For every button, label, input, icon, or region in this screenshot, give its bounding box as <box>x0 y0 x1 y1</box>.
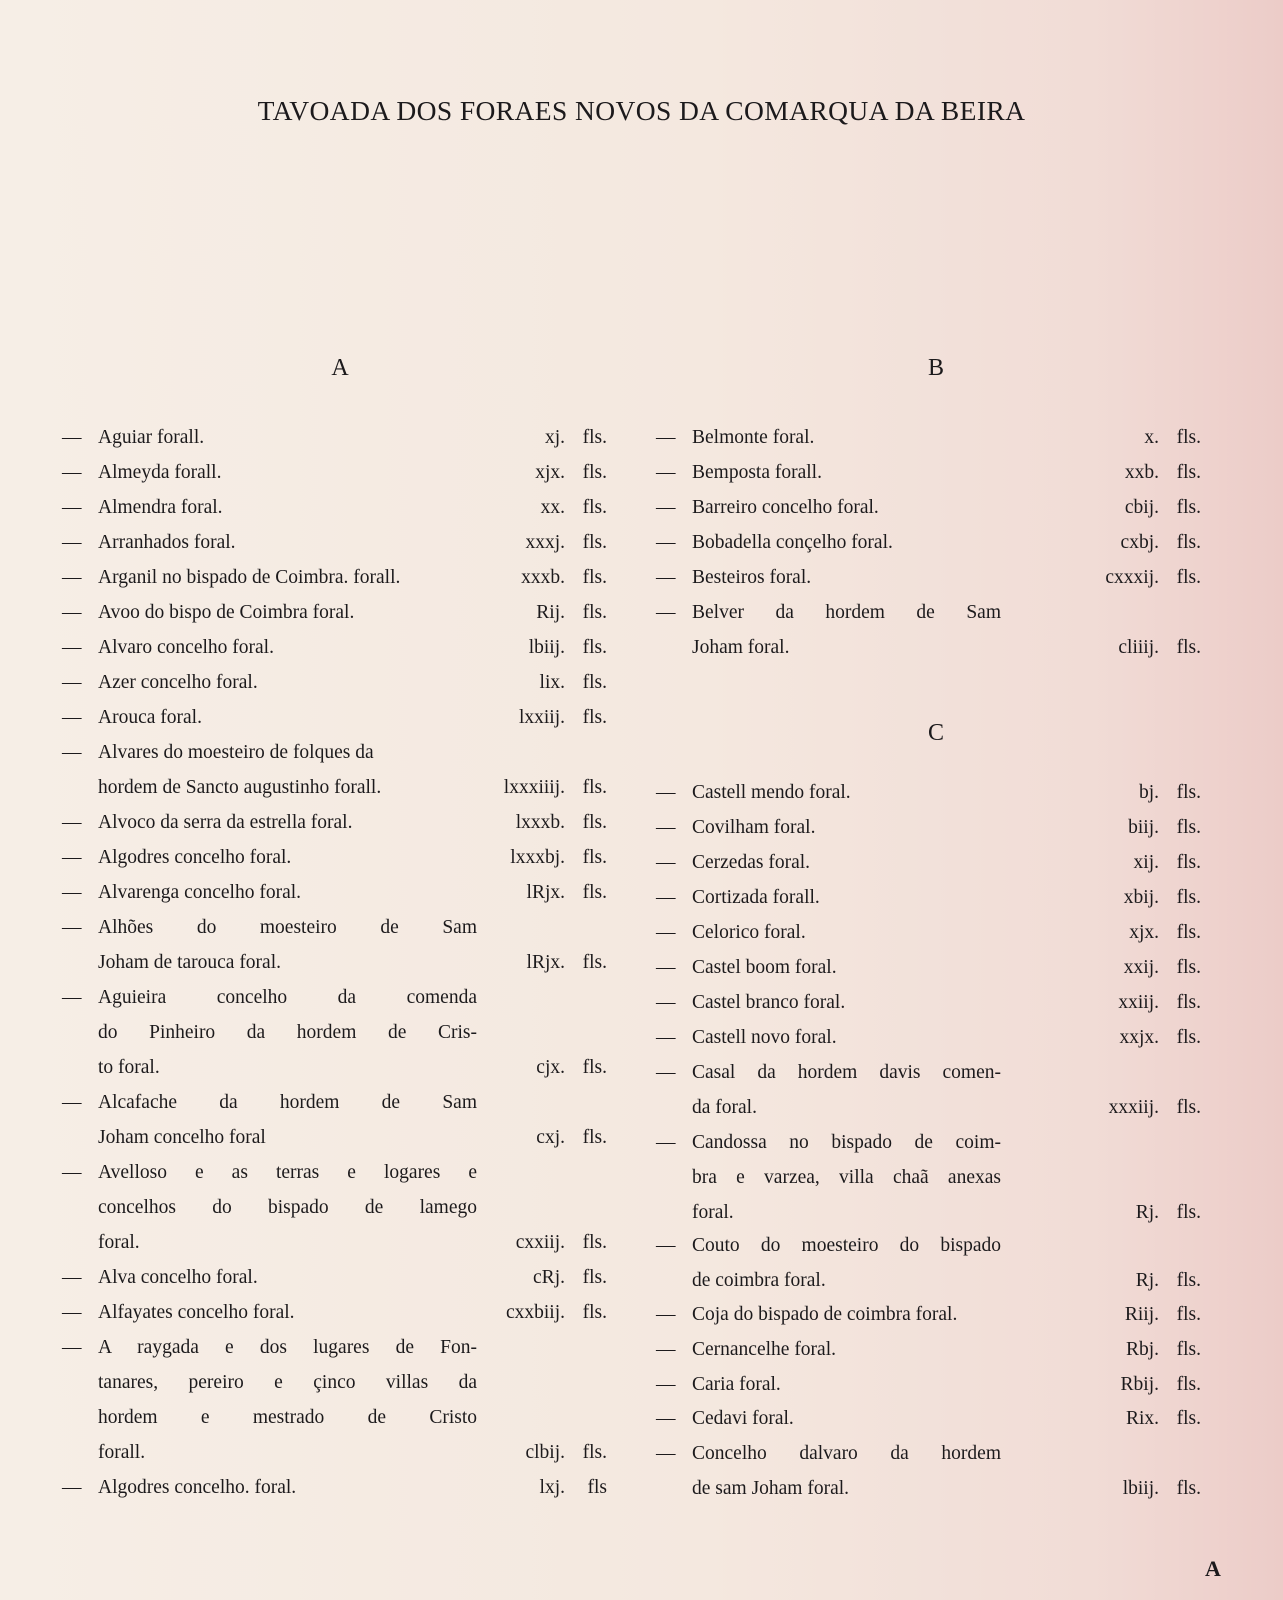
entry-dash: — <box>62 987 82 1008</box>
entry-dash: — <box>656 782 676 803</box>
entry-text: Alva concelho foral. <box>98 1267 258 1288</box>
entry-dash: — <box>62 427 82 448</box>
entry-folio-ref: xbij. <box>1123 887 1159 908</box>
entry-dash: — <box>656 1235 676 1256</box>
entry-folio-ref: lbiij. <box>528 637 565 658</box>
entry-folio-ref: xxxb. <box>521 567 565 588</box>
index-entry <box>62 1020 607 1046</box>
entry-text: Casal da hordem davis comen- <box>692 1062 1001 1083</box>
entry-fls-label: fls. <box>1176 852 1201 873</box>
entry-text: Alvoco da serra da estrella foral. <box>98 812 353 833</box>
index-entry <box>62 1265 607 1291</box>
entry-text: Couto do moesteiro do bispado <box>692 1235 1001 1256</box>
entry-fls-label: fls. <box>1176 1027 1201 1048</box>
entry-text: Arranhados foral. <box>98 532 236 553</box>
index-entry <box>656 1372 1201 1398</box>
entry-text: Almendra foral. <box>98 497 223 518</box>
entry-fls-label: fls. <box>1176 532 1201 553</box>
index-entry <box>62 705 607 731</box>
entry-folio-ref: cxxbiij. <box>505 1302 565 1323</box>
entry-dash: — <box>62 532 82 553</box>
index-entry <box>62 915 607 941</box>
entry-fls-label: fls. <box>582 882 607 903</box>
entry-folio-ref: cxxxij. <box>1105 567 1159 588</box>
entry-folio-ref: xxiij. <box>1118 992 1159 1013</box>
index-entry <box>656 1441 1201 1467</box>
index-entry <box>656 1406 1201 1432</box>
entry-fls-label: fls. <box>1176 887 1201 908</box>
entry-text: Alhões do moesteiro de Sam <box>98 917 477 938</box>
entry-text: hordem de Sancto augustinho forall. <box>98 777 382 798</box>
entry-dash: — <box>656 992 676 1013</box>
entry-dash: — <box>656 602 676 623</box>
index-entry <box>62 530 607 556</box>
entry-dash: — <box>62 462 82 483</box>
entry-fls-label: fls. <box>582 1057 607 1078</box>
index-entry <box>656 1200 1201 1226</box>
entry-text: Azer concelho foral. <box>98 672 258 693</box>
section-heading-b: B <box>927 355 944 381</box>
entry-text: Besteiros foral. <box>692 567 812 588</box>
entry-text: Almeyda forall. <box>98 462 222 483</box>
entry-fls-label: fls. <box>582 637 607 658</box>
entry-fls-label: fls. <box>1176 1270 1201 1291</box>
entry-folio-ref: xxxiij. <box>1108 1097 1159 1118</box>
entry-fls-label: fls. <box>1176 782 1201 803</box>
entry-fls-label: fls. <box>582 812 607 833</box>
entry-folio-ref: cbij. <box>1124 497 1159 518</box>
entry-folio-ref: xij. <box>1133 852 1159 873</box>
index-entry <box>656 635 1201 661</box>
entry-text: da foral. <box>692 1097 757 1118</box>
entry-dash: — <box>656 852 676 873</box>
entry-dash: — <box>656 1132 676 1153</box>
entry-fls-label: fls. <box>1176 1408 1201 1429</box>
index-entry <box>656 530 1201 556</box>
entry-fls-label: fls. <box>582 707 607 728</box>
index-entry <box>62 1125 607 1151</box>
entry-folio-ref: xxxj. <box>525 532 565 553</box>
entry-text: Joham concelho foral <box>98 1127 266 1148</box>
entry-fls-label: fls. <box>582 1232 607 1253</box>
entry-fls-label: fls. <box>1176 497 1201 518</box>
entry-folio-ref: Rij. <box>536 602 565 623</box>
entry-folio-ref: Rbij. <box>1120 1374 1159 1395</box>
entry-folio-ref: lix. <box>539 672 565 693</box>
entry-fls-label: fls. <box>1176 427 1201 448</box>
folio-mark: A <box>1205 1556 1221 1581</box>
index-entry <box>62 1055 607 1081</box>
entry-dash: — <box>62 1267 82 1288</box>
entry-dash: — <box>62 637 82 658</box>
section-heading-a: A <box>331 355 349 381</box>
entry-fls-label: fls. <box>582 1442 607 1463</box>
entry-dash: — <box>62 707 82 728</box>
index-entry <box>62 1195 607 1221</box>
index-entry <box>656 1165 1201 1191</box>
entry-folio-ref: lRjx. <box>526 882 565 903</box>
entry-fls-label: fls. <box>1176 1339 1201 1360</box>
entry-text: de coimbra foral. <box>692 1270 826 1291</box>
entry-dash: — <box>656 887 676 908</box>
entry-text: Algodres concelho foral. <box>98 847 292 868</box>
entry-dash: — <box>62 672 82 693</box>
entry-text: Candossa no bispado de coim- <box>692 1132 1001 1153</box>
entry-text: do Pinheiro da hordem de Cris- <box>98 1022 477 1043</box>
entry-text: Bemposta forall. <box>692 462 822 483</box>
index-entry <box>62 775 607 801</box>
entry-text: concelhos do bispado de lamego <box>98 1197 477 1218</box>
entry-text: Alvares do moesteiro de folques da <box>98 742 374 763</box>
entry-folio-ref: xxb. <box>1124 462 1159 483</box>
entry-folio-ref: Rj. <box>1135 1202 1159 1223</box>
entry-folio-ref: cxxiij. <box>515 1232 565 1253</box>
entry-dash: — <box>656 1443 676 1464</box>
entry-dash: — <box>656 567 676 588</box>
entry-folio-ref: xxij. <box>1123 957 1159 978</box>
entry-text: Belver da hordem de Sam <box>692 602 1001 623</box>
entry-fls-label: fls. <box>582 777 607 798</box>
index-entry <box>656 1337 1201 1363</box>
entry-folio-ref: xj. <box>544 427 565 448</box>
index-entry <box>62 495 607 521</box>
index-entry <box>62 1405 607 1431</box>
index-entry <box>62 460 607 486</box>
entry-fls-label: fls. <box>1176 462 1201 483</box>
index-entry <box>62 600 607 626</box>
entry-dash: — <box>62 882 82 903</box>
entry-text: Alvaro concelho foral. <box>98 637 274 658</box>
entry-dash: — <box>656 462 676 483</box>
entry-fls-label: fls. <box>582 427 607 448</box>
entry-dash: — <box>656 922 676 943</box>
entry-folio-ref: lxxxiiij. <box>503 777 565 798</box>
entry-dash: — <box>62 497 82 518</box>
entry-folio-ref: cjx. <box>536 1057 565 1078</box>
entry-dash: — <box>656 817 676 838</box>
entry-fls-label: fls. <box>582 497 607 518</box>
entry-fls-label: fls. <box>1176 922 1201 943</box>
entry-folio-ref: Rj. <box>1135 1270 1159 1291</box>
entry-dash: — <box>656 1027 676 1048</box>
index-entry <box>656 1233 1201 1259</box>
entry-text: Castel boom foral. <box>692 957 837 978</box>
entry-text: A raygada e dos lugares de Fon- <box>98 1337 477 1358</box>
index-entry <box>656 990 1201 1016</box>
entry-dash: — <box>656 957 676 978</box>
entry-dash: — <box>62 602 82 623</box>
entry-text: Castel branco foral. <box>692 992 846 1013</box>
entry-folio-ref: bj. <box>1138 782 1159 803</box>
index-entry <box>62 1300 607 1326</box>
entry-fls-label: fls. <box>582 532 607 553</box>
entry-dash: — <box>62 1337 82 1358</box>
entry-fls-label: fls. <box>1176 637 1201 658</box>
entry-dash: — <box>656 427 676 448</box>
entry-text: Covilham foral. <box>692 817 816 838</box>
entry-text: tanares, pereiro e çinco villas da <box>98 1372 477 1393</box>
index-entry <box>656 565 1201 591</box>
entry-text: Concelho dalvaro da hordem <box>692 1443 1001 1464</box>
entry-dash: — <box>656 1062 676 1083</box>
entry-dash: — <box>62 742 82 763</box>
entry-fls-label: fls. <box>1176 957 1201 978</box>
index-entry <box>656 920 1201 946</box>
index-entry <box>656 1025 1201 1051</box>
index-entry <box>62 1475 607 1501</box>
entry-folio-ref: clbij. <box>525 1442 565 1463</box>
entry-folio-ref: lxxiij. <box>518 707 565 728</box>
index-entry <box>656 850 1201 876</box>
entry-dash: — <box>62 1162 82 1183</box>
entry-folio-ref: lbiij. <box>1122 1478 1159 1499</box>
index-entry <box>656 815 1201 841</box>
entry-fls-label: fls. <box>1176 1304 1201 1325</box>
entry-fls-label: fls. <box>1176 992 1201 1013</box>
entry-dash: — <box>656 532 676 553</box>
index-entry <box>62 670 607 696</box>
section-heading-c: C <box>927 720 944 746</box>
entry-text: Alfayates concelho foral. <box>98 1302 295 1323</box>
entry-dash: — <box>656 497 676 518</box>
entry-folio-ref: lxj. <box>539 1477 565 1498</box>
index-entry <box>656 600 1201 626</box>
entry-folio-ref: xxjx. <box>1119 1027 1159 1048</box>
entry-text: foral. <box>692 1202 734 1223</box>
entry-text: Algodres concelho. foral. <box>98 1477 297 1498</box>
index-entry <box>62 635 607 661</box>
entry-folio-ref: Rbj. <box>1125 1339 1159 1360</box>
index-entry <box>656 1130 1201 1156</box>
page-title: TAVOADA DOS FORAES NOVOS DA COMARQUA DA BEIRA <box>257 95 1026 126</box>
entry-text: bra e varzea, villa chaã anexas <box>692 1167 1001 1188</box>
entry-text: Aguiar forall. <box>98 427 205 448</box>
entry-fls-label: fls. <box>582 847 607 868</box>
index-entry <box>656 955 1201 981</box>
index-entry <box>62 880 607 906</box>
entry-text: hordem e mestrado de Cristo <box>98 1407 477 1428</box>
entry-text: Joham de tarouca foral. <box>98 952 282 973</box>
entry-dash: — <box>656 1304 676 1325</box>
entry-text: Castell mendo foral. <box>692 782 851 803</box>
entry-text: Celorico foral. <box>692 922 806 943</box>
entry-dash: — <box>62 567 82 588</box>
entry-text: Joham foral. <box>692 637 790 658</box>
entry-text: Belmonte foral. <box>692 427 815 448</box>
entry-folio-ref: lxxxbj. <box>510 847 565 868</box>
entry-fls-label: fls. <box>582 1302 607 1323</box>
index-entry <box>62 1370 607 1396</box>
entry-dash: — <box>62 847 82 868</box>
index-entry <box>62 1230 607 1256</box>
entry-text: Aguieira concelho da comenda <box>98 987 477 1008</box>
index-entry <box>656 780 1201 806</box>
index-entry <box>62 565 607 591</box>
entry-text: Avoo do bispo de Coimbra foral. <box>98 602 355 623</box>
index-entry <box>62 425 607 451</box>
entry-text: Arganil no bispado de Coimbra. forall. <box>98 567 401 588</box>
entry-text: de sam Joham foral. <box>692 1478 850 1499</box>
entry-text: forall. <box>98 1442 146 1463</box>
entry-folio-ref: xjx. <box>1129 922 1159 943</box>
index-entry <box>656 1476 1201 1502</box>
entry-text: Coja do bispado de coimbra foral. <box>692 1304 958 1325</box>
index-entry <box>656 885 1201 911</box>
entry-fls-label: fls. <box>1176 1097 1201 1118</box>
index-entry <box>656 425 1201 451</box>
entry-dash: — <box>62 1477 82 1498</box>
index-entry <box>62 985 607 1011</box>
entry-folio-ref: cxbj. <box>1120 532 1159 553</box>
entry-fls-label: fls. <box>582 567 607 588</box>
entry-text: to foral. <box>98 1057 160 1078</box>
entry-fls-label: fls. <box>1176 1202 1201 1223</box>
index-entry <box>62 1335 607 1361</box>
entry-fls-label: fls. <box>582 1267 607 1288</box>
entry-fls-label: fls <box>587 1477 607 1498</box>
entry-text: Castell novo foral. <box>692 1027 837 1048</box>
entry-folio-ref: x. <box>1144 427 1159 448</box>
entry-text: Cerzedas foral. <box>692 852 811 873</box>
entry-text: Cernancelhe foral. <box>692 1339 837 1360</box>
entry-dash: — <box>62 917 82 938</box>
entry-text: Bobadella conçelho foral. <box>692 532 893 553</box>
entry-text: Avelloso e as terras e logares e <box>98 1162 477 1183</box>
entry-dash: — <box>62 1302 82 1323</box>
entry-fls-label: fls. <box>1176 1374 1201 1395</box>
index-entry <box>656 1268 1201 1294</box>
index-entry <box>656 1302 1201 1328</box>
entry-dash: — <box>62 812 82 833</box>
index-entry <box>62 1440 607 1466</box>
entry-text: Alcafache da hordem de Sam <box>98 1092 477 1113</box>
entry-dash: — <box>656 1339 676 1360</box>
index-entry <box>656 495 1201 521</box>
entry-folio-ref: xjx. <box>535 462 565 483</box>
entry-fls-label: fls. <box>582 672 607 693</box>
index-entry <box>62 1090 607 1116</box>
entry-dash: — <box>62 1092 82 1113</box>
entry-folio-ref: Rix. <box>1125 1408 1159 1429</box>
entry-text: Cedavi foral. <box>692 1408 794 1429</box>
entry-fls-label: fls. <box>582 462 607 483</box>
entry-folio-ref: cxj. <box>536 1127 565 1148</box>
entry-fls-label: fls. <box>1176 1478 1201 1499</box>
index-entry <box>656 1060 1201 1086</box>
index-entry <box>656 1095 1201 1121</box>
entry-dash: — <box>656 1374 676 1395</box>
entry-text: Barreiro concelho foral. <box>692 497 879 518</box>
entry-folio-ref: cliiij. <box>1118 637 1159 658</box>
index-entry <box>62 740 607 766</box>
entry-fls-label: fls. <box>582 952 607 973</box>
entry-text: foral. <box>98 1232 140 1253</box>
entry-folio-ref: lRjx. <box>526 952 565 973</box>
entry-folio-ref: Riij. <box>1124 1304 1159 1325</box>
index-entry <box>656 460 1201 486</box>
entry-text: Cortizada forall. <box>692 887 820 908</box>
entry-folio-ref: xx. <box>540 497 565 518</box>
entry-dash: — <box>656 1408 676 1429</box>
entry-fls-label: fls. <box>1176 817 1201 838</box>
entry-folio-ref: biij. <box>1128 817 1159 838</box>
entry-fls-label: fls. <box>1176 567 1201 588</box>
index-entry <box>62 950 607 976</box>
entry-fls-label: fls. <box>582 602 607 623</box>
entry-text: Alvarenga concelho foral. <box>98 882 302 903</box>
entry-folio-ref: cRj. <box>533 1267 565 1288</box>
entry-folio-ref: lxxxb. <box>515 812 565 833</box>
index-entry <box>62 810 607 836</box>
entry-fls-label: fls. <box>582 1127 607 1148</box>
entry-text: Caria foral. <box>692 1374 781 1395</box>
index-entry <box>62 845 607 871</box>
index-entry <box>62 1160 607 1186</box>
entry-text: Arouca foral. <box>98 707 202 728</box>
